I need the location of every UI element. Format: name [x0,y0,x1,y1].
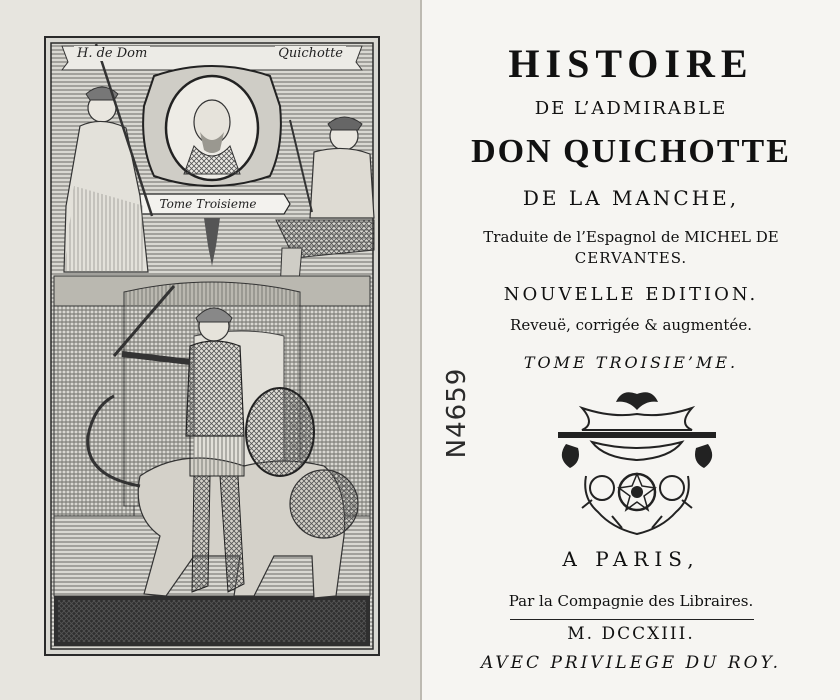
banner-right-text: Quichotte [275,46,346,61]
engraving-illustration [44,36,380,656]
title-histoire: HISTOIRE [508,41,754,86]
engraving-plate [44,36,380,656]
imprint-place: A PARIS, [562,547,700,571]
tome-label: Tome Troisieme [159,197,257,211]
imprint-rule [510,619,754,620]
shelfmark-stamp [432,348,476,478]
royal-privilege: AVEC PRIVILEGE DU ROY. [480,653,782,673]
title-de-ladmirable: DE L’ADMIRABLE [534,98,728,119]
imprint-publisher: Par la Compagnie des Libraires. [508,592,754,610]
banner-left-text: H. de Dom [74,46,150,61]
frontispiece-banner [60,42,360,64]
title-de-la-manche: DE LA MANCHE, [522,186,740,210]
author-line: CERVANTES. [574,249,688,267]
imprint-year: M. DCCXIII. [567,624,695,644]
shelfmark-text: N4659 [442,367,472,459]
translation-line: Traduite de l’Espagnol de MICHEL DE [483,228,779,246]
title-page [422,0,840,700]
title-don-quichotte: DON QUICHOTTE [471,133,791,170]
edition-line: NOUVELLE EDITION. [503,284,759,305]
printer-ornament [552,388,722,543]
revision-line: Reveuë, corrigée & augmentée. [510,316,752,334]
volume-line: TOME TROISIE’ME. [523,353,739,372]
